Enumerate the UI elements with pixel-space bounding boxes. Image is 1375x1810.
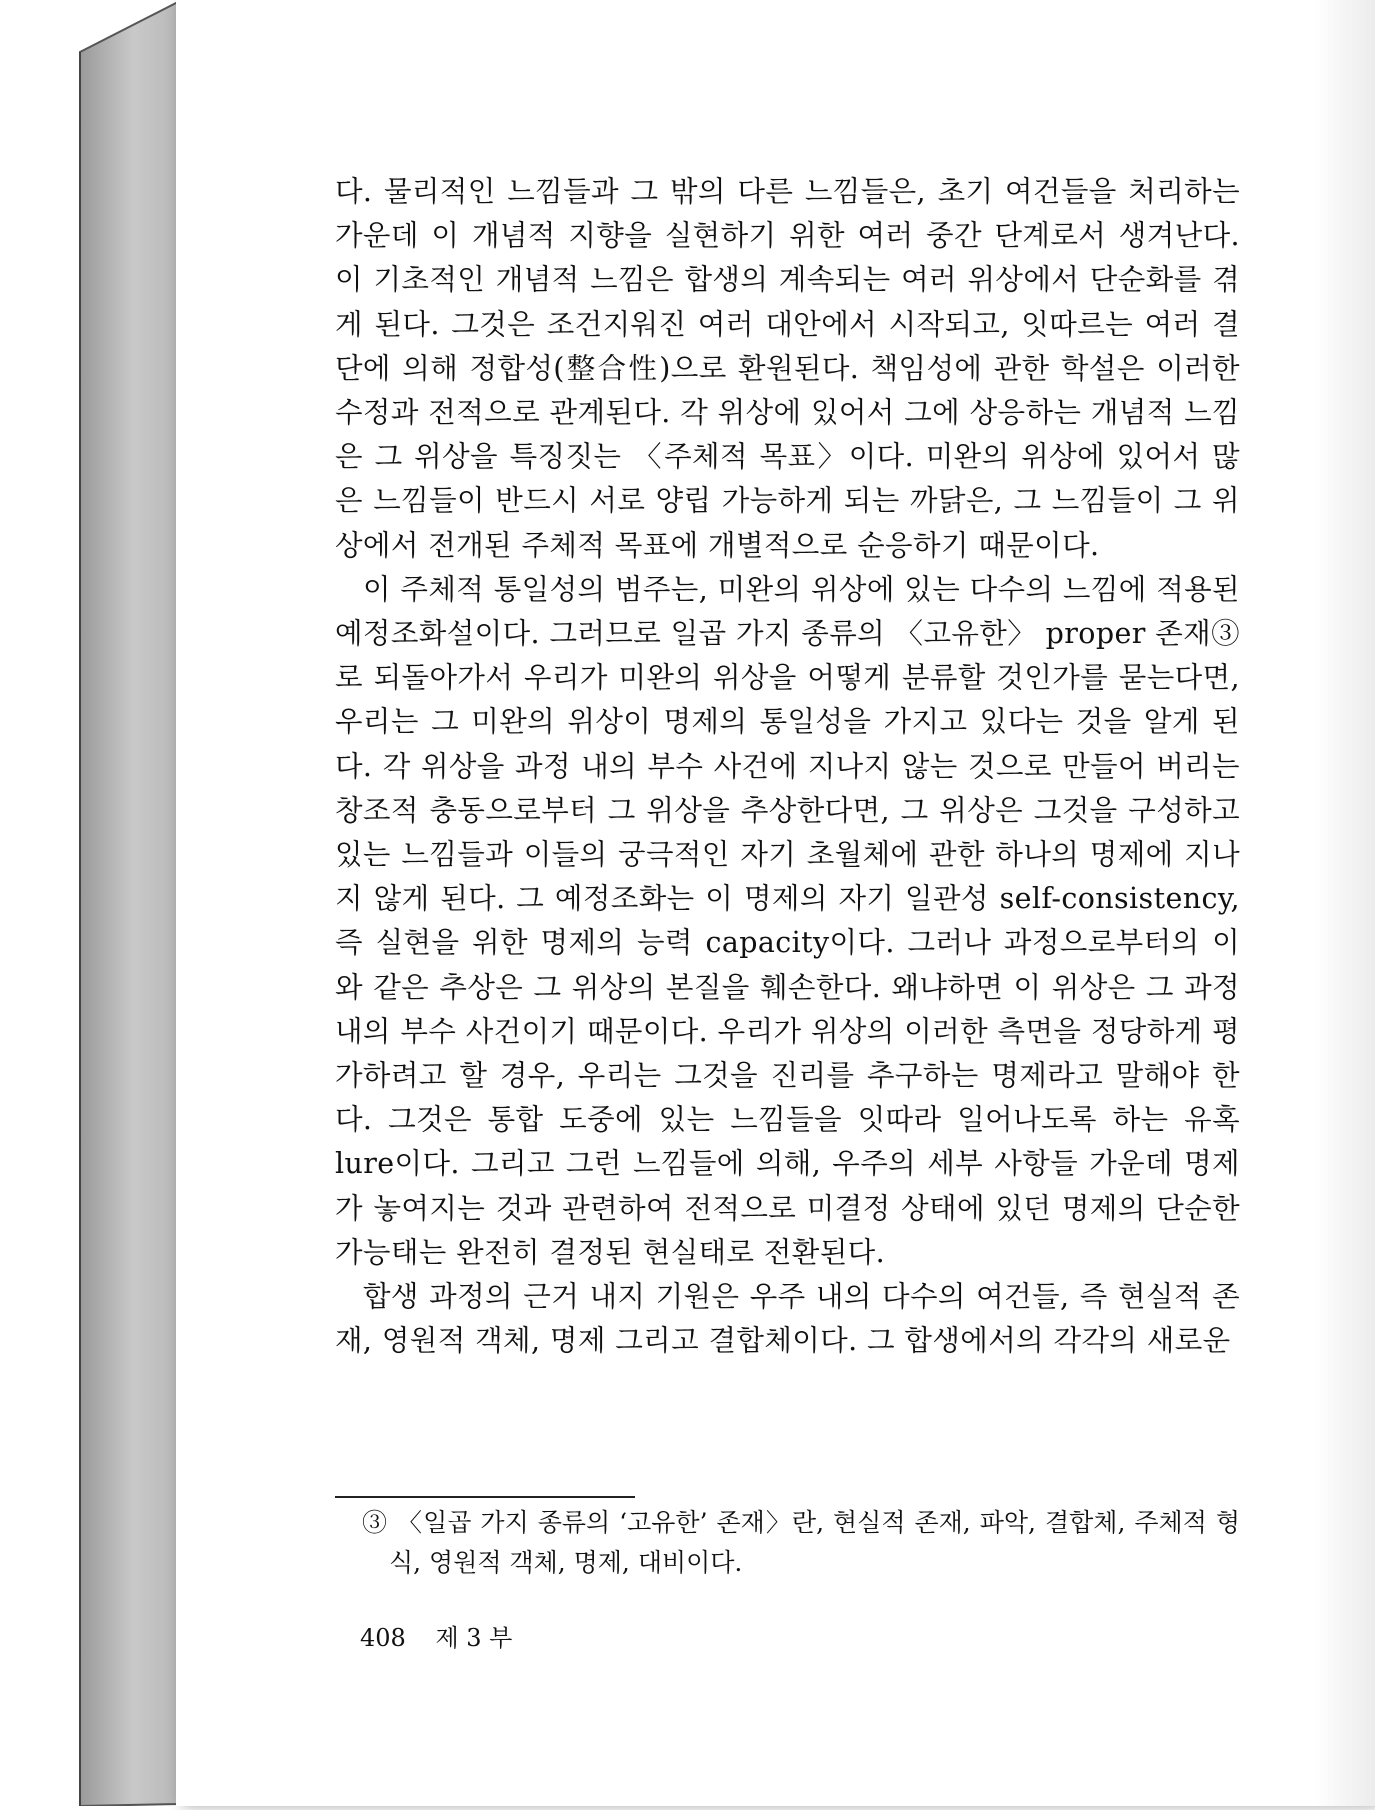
- paragraph: 합생 과정의 근거 내지 기원은 우주 내의 다수의 여건들, 즉 현실적 존재, 영원적 객체, 명제 그리고 결합체이다. 그 합생에서의 각각의 새로운: [335, 1280, 1240, 1358]
- paragraph: 이 주체적 통일성의 범주는, 미완의 위상에 있는 다수의 느낌에 적용된 예정조화설이다. 그러므로 일곱 가지 종류의 〈고유한〉 proper 존재③로 되돌아가서 우리가 미완의 위상을 어떻게 분류할 것인가를 묻는다면, 우리는 그 미완의 위상이 명제의 통일성을 가지고 있다는 것을 알게 된다. 각 위상을 과정 내의 부수 사건에 지나지 않는 것으로 만들어 버리는 창조적 충동으로부터 그 위상을 추상한다면, 그 위상은 그것을 구성하고 있는 느낌들과 이들의 궁극적인 자기 초월체에 관한 하나의 명제에 지나지 않게 된다. 그 예정조화는 이 명제의 자기 일관성 self-consistency, 즉 실현을 위한 명제의 능력 capacity이다. 그러나 과정으로부터의 이와 같은 추상은 그 위상의 본질을 훼손한다. 왜냐하면 이 위상은 그 과정 내의 부수 사건이기 때문이다. 우리가 위상의 이러한 측면을 정당하게 평가하려고 할 경우, 우리는 그것을 진리를 추구하는 명제라고 말해야 한다. 그것은 통합 도중에 있는 느낌들을 잇따라 일어나도록 하는 유혹 lure이다. 그리고 그런 느낌들에 의해, 우주의 세부 사항들 가운데 명제가 놓여지는 것과 관련하여 전적으로 미결정 상태에 있던 명제의 단순한 가능태는 완전히 결정된 현실태로 전환된다.: [335, 572, 1240, 1269]
- footnote-rule: [335, 1496, 635, 1498]
- page-number: 408: [360, 1624, 406, 1652]
- book-edge-graphic: [0, 0, 180, 1806]
- paragraph: 다. 물리적인 느낌들과 그 밖의 다른 느낌들은, 초기 여건들을 처리하는 가운데 이 개념적 지향을 실현하기 위한 여러 중간 단계로서 생겨난다. 이 기초적인 개념적 느낌은 합생의 계속되는 여러 위상에서 단순화를 겪게 된다. 그것은 조건지워진 여러 대안에서 시작되고, 잇따르는 여러 결단에 의해 정합성(整合性)으로 환원된다. 책임성에 관한 학설은 이러한 수정과 전적으로 관계된다. 각 위상에 있어서 그에 상응하는 개념적 느낌은 그 위상을 특징짓는 〈주체적 목표〉이다. 미완의 위상에 있어서 많은 느낌들이 반드시 서로 양립 가능하게 되는 까닭은, 그 느낌들이 그 위상에서 전개된 주체적 목표에 개별적으로 순응하기 때문이다.: [335, 175, 1240, 562]
- page-shadow: [1315, 0, 1375, 1806]
- book-spine-edge: [0, 0, 180, 1806]
- footnote: ③ 〈일곱 가지 종류의 ‘고유한’ 존재〉란, 현실적 존재, 파악, 결합체, 주체적 형식, 영원적 객체, 명제, 대비이다.: [362, 1508, 1240, 1577]
- part-label: 제 3 부: [435, 1624, 513, 1652]
- page-footer: [360, 1618, 534, 1653]
- body-text: [335, 170, 1240, 1363]
